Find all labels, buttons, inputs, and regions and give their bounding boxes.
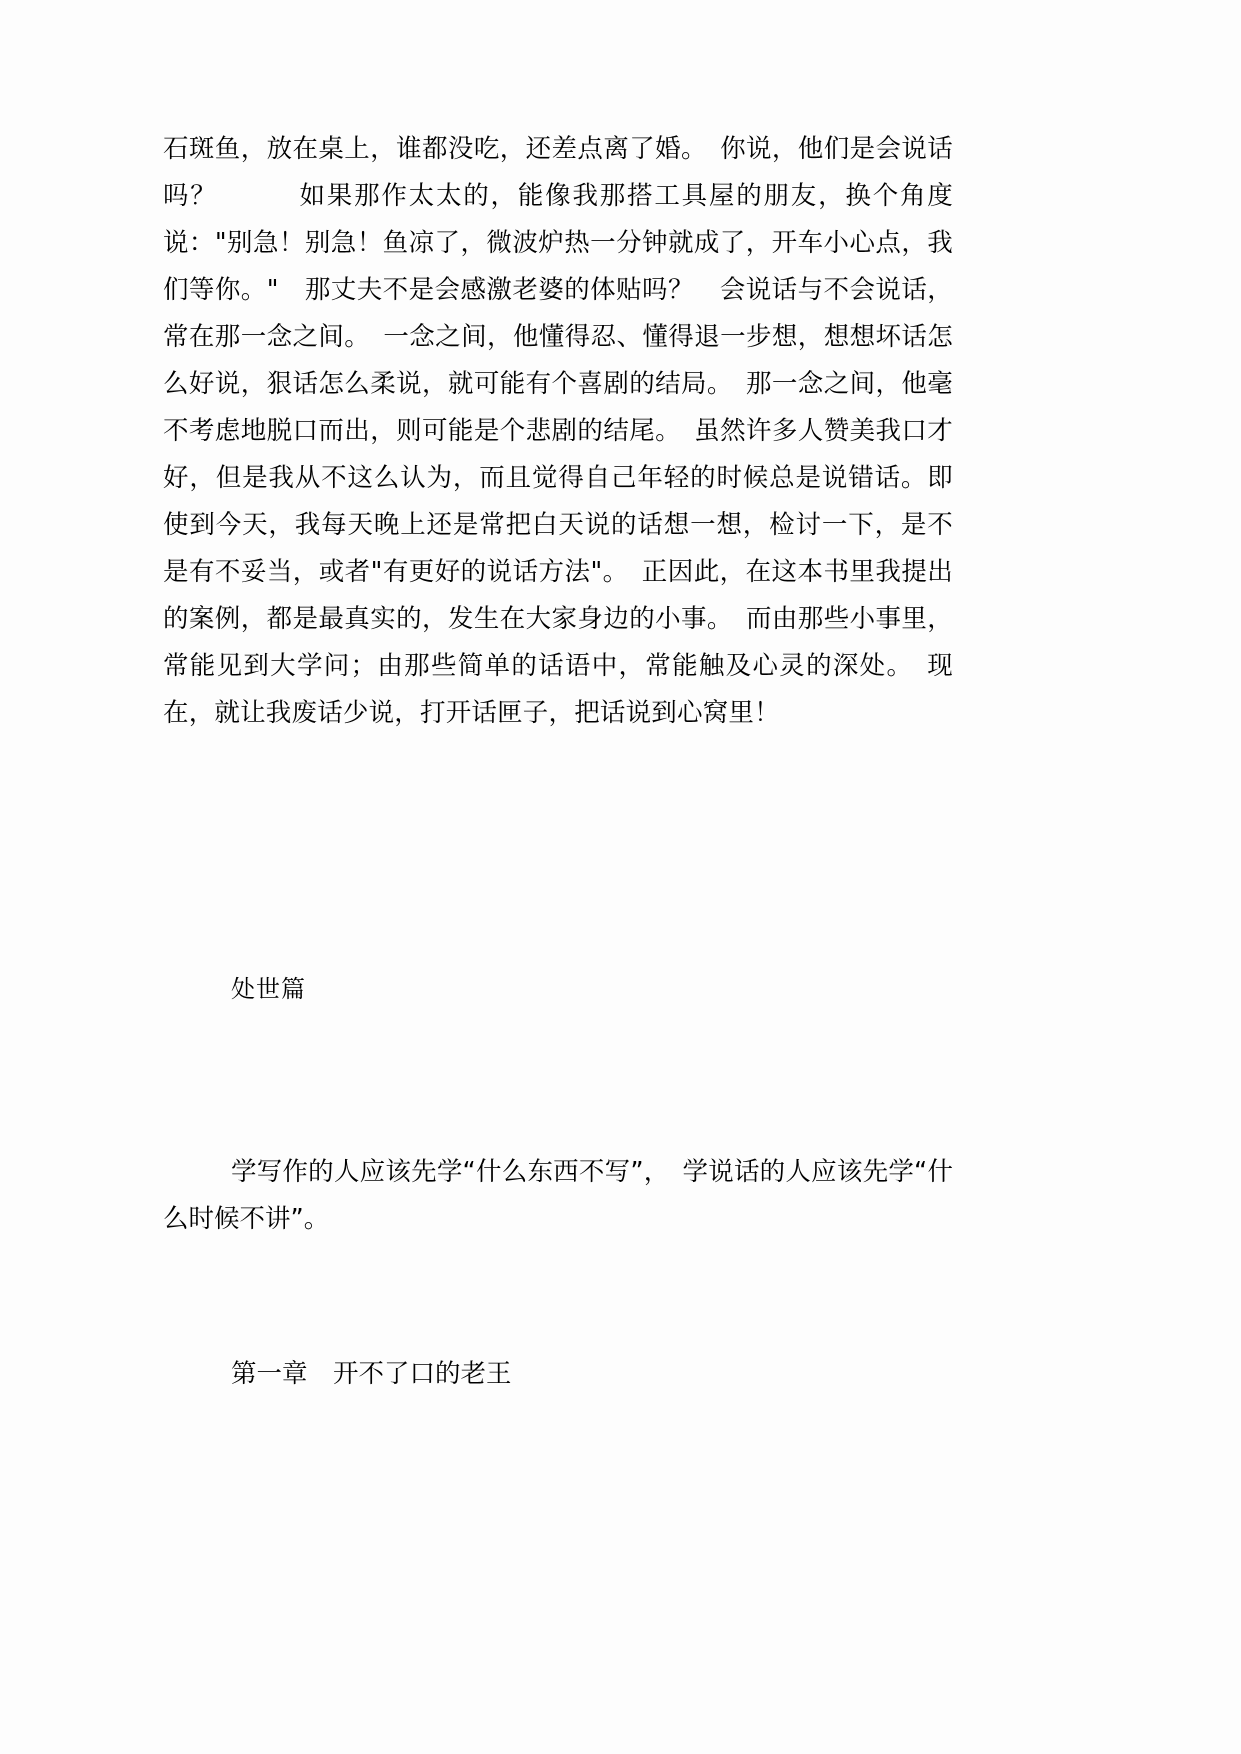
- section-heading: 处世篇: [231, 975, 306, 1003]
- spacer-after-body: [163, 737, 953, 969]
- quote-paragraph: 学写作的人应该先学“什么东西不写”， 学说话的人应该先学“什么时候不讲”。: [163, 1157, 953, 1234]
- spacer-after-section-heading: [163, 1009, 953, 1149]
- page-content: [163, 126, 953, 1398]
- chapter-heading: 第一章 开不了口的老王: [231, 1359, 512, 1389]
- body-paragraph: 石斑鱼，放在桌上，谁都没吃，还差点离了婚。 你说，他们是会说话吗？ 如果那作太太的，能像我那搭工具屋的朋友，换个角度说："别急！别急！鱼凉了，微波炉热一分钟就成了，开车小心点，我们等你。" 那丈夫不是会感激老婆的体贴吗？ 会说话与不会说话，常在那一念之间。 一念之间，他懂得忍、懂得退一步想，想想坏话怎么好说，狠话怎么柔说，就可能有个喜剧的结局。 那一念之间，他毫不考虑地脱口而出，则可能是个悲剧的结尾。 虽然许多人赞美我口才好，但是我从不这么认为，而且觉得自己年轻的时候总是说错话。即使到今天，我每天晚上还是常把白天说的话想一想，检讨一下，是不是有不妥当，或者"有更好的说话方法"。 正因此，在这本书里我提出的案例，都是最真实的，发生在大家身边的小事。 而由那些小事里，常能见到大学问；由那些简单的话语中，常能触及心灵的深处。 现在，就让我废话少说，打开话匣子，把话说到心窝里！: [163, 134, 953, 728]
- spacer-after-quote: [163, 1243, 953, 1351]
